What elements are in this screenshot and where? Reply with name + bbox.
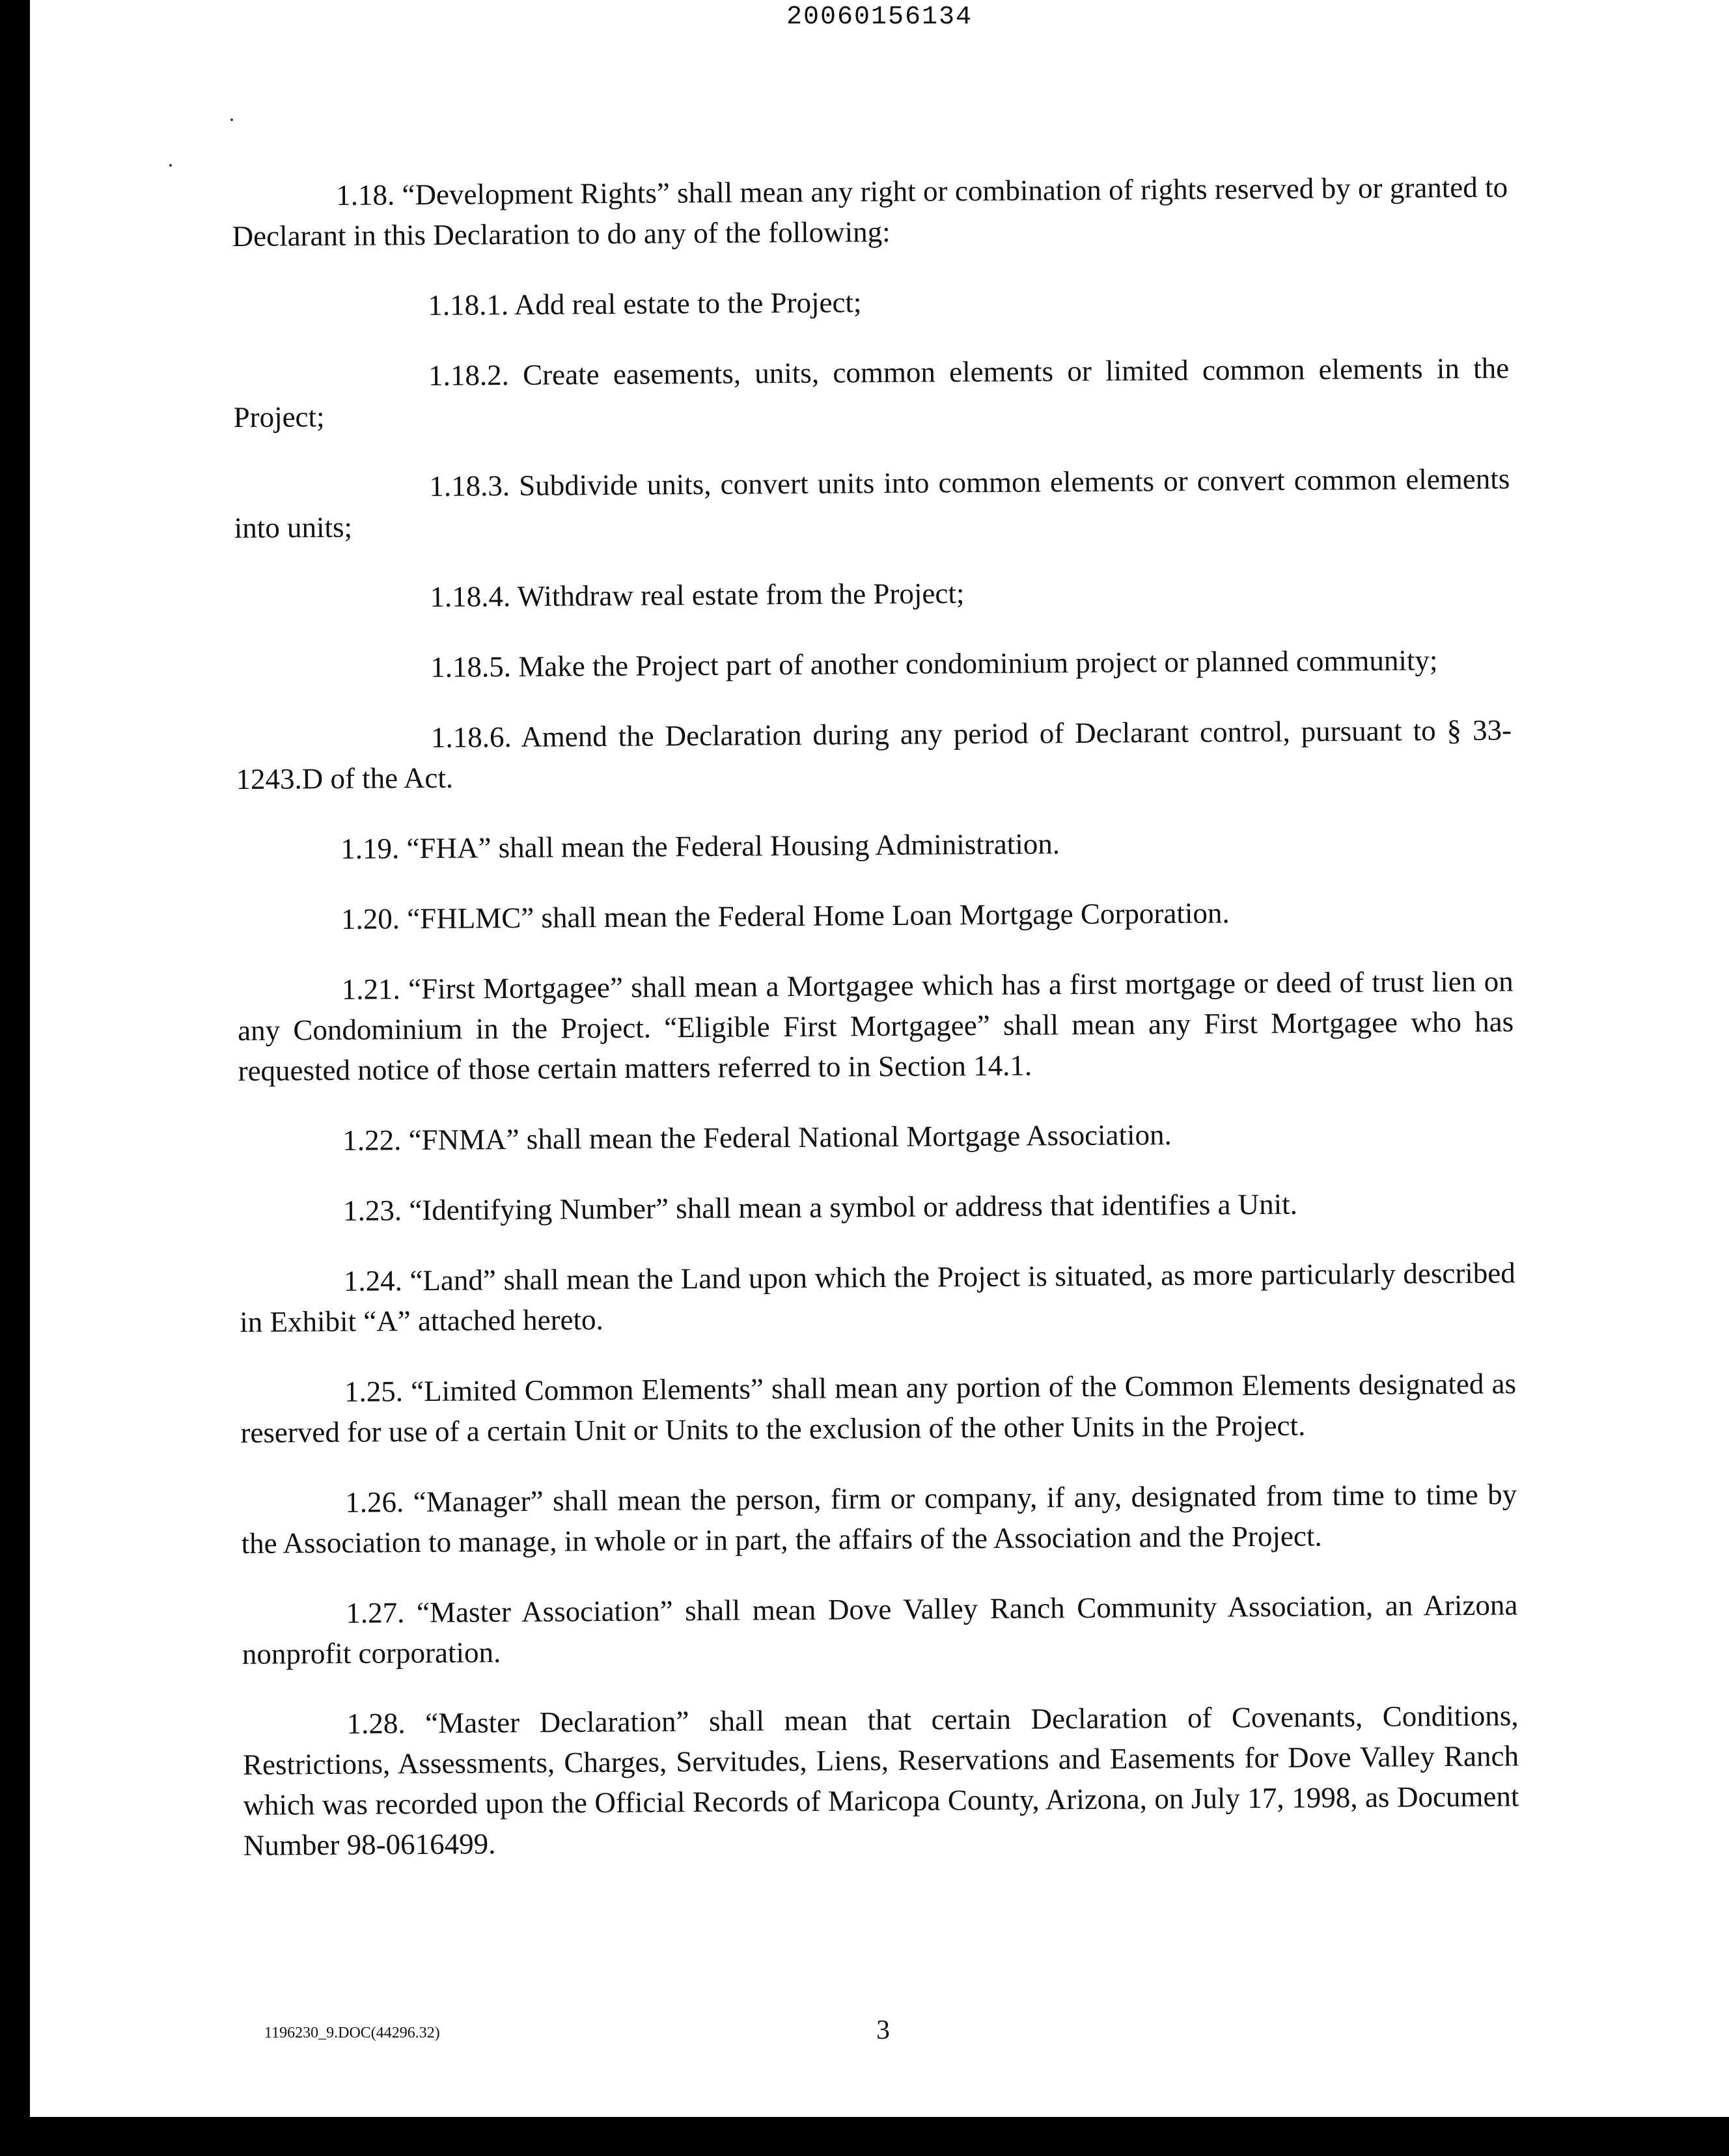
document-body: [232, 167, 1519, 1896]
paragraph-1-26: 1.26. “Manager” shall mean the person, firm or company, if any, designated from time to time by the Association to manage, in whole or in part, the affairs of the Association and the Project.: [241, 1478, 1517, 1560]
paragraph-1-20: 1.20. “FHLMC” shall mean the Federal Home Loan Mortgage Corporation.: [340, 896, 1230, 935]
scan-speck: [230, 118, 233, 121]
page-number: 3: [876, 2015, 890, 2045]
paragraph-1-18-1: 1.18.1. Add real estate to the Project;: [428, 286, 862, 322]
recording-number: 20060156134: [786, 3, 973, 32]
paragraph-1-28: 1.28. “Master Declaration” shall mean that certain Declaration of Covenants, Conditions, Restrictions, Assessments, Charges, Servitudes, Liens, Reservations and Easements for Dove Valley Ranch which was recorded upon the Official Records of Maricopa County, Arizona, on July 17, 1998, as Document Number 98-0616499.: [242, 1699, 1519, 1862]
paragraph-1-24: 1.24. “Land” shall mean the Land upon which the Project is situated, as more particularly described in Exhibit “A” attached hereto.: [240, 1256, 1515, 1338]
paragraph-1-18-4: 1.18.4. Withdraw real estate from the Project;: [430, 577, 965, 613]
paragraph-1-18-3: 1.18.3. Subdivide units, convert units into common elements or convert common elements into units;: [234, 462, 1510, 544]
paragraph-1-22: 1.22. “FNMA” shall mean the Federal National Mortgage Association.: [342, 1118, 1172, 1157]
scan-speck: [169, 164, 172, 167]
document-page: [30, 0, 1729, 2117]
footer-file-code: 1196230_9.DOC(44296.32): [264, 2025, 440, 2041]
paragraph-1-25: 1.25. “Limited Common Elements” shall mean any portion of the Common Elements designated as reserved for use of a certain Unit or Units to the exclusion of the other Units in the Project.: [240, 1367, 1517, 1449]
paragraph-1-18-2: 1.18.2. Create easements, units, common elements or limited common elements in the Project;: [233, 352, 1510, 434]
paragraph-1-21: 1.21. “First Mortgagee” shall mean a Mortgagee which has a first mortgage or deed of trust lien on any Condominium in the Project. “Eligible First Mortgagee” shall mean any First Mortgagee who has requested notice of those certain matters referred to in Section 14.1.: [237, 965, 1514, 1087]
paragraph-1-19: 1.19. “FHA” shall mean the Federal Housing Administration.: [340, 827, 1060, 865]
paragraph-1-18-6: 1.18.6. Amend the Declaration during any period of Declarant control, pursuant to § 33-1243.D of the Act.: [236, 713, 1512, 795]
paragraph-1-27: 1.27. “Master Association” shall mean Dove Valley Ranch Community Association, an Arizona nonprofit corporation.: [242, 1588, 1518, 1670]
paragraph-1-23: 1.23. “Identifying Number” shall mean a symbol or address that identifies a Unit.: [342, 1187, 1298, 1227]
paragraph-1-18-5: 1.18.5. Make the Project part of another condominium project or planned community;: [430, 644, 1438, 684]
paragraph-1-18: 1.18. “Development Rights” shall mean any right or combination of rights reserved by or granted to Declarant in this Declaration to do any of the following:: [232, 171, 1508, 253]
